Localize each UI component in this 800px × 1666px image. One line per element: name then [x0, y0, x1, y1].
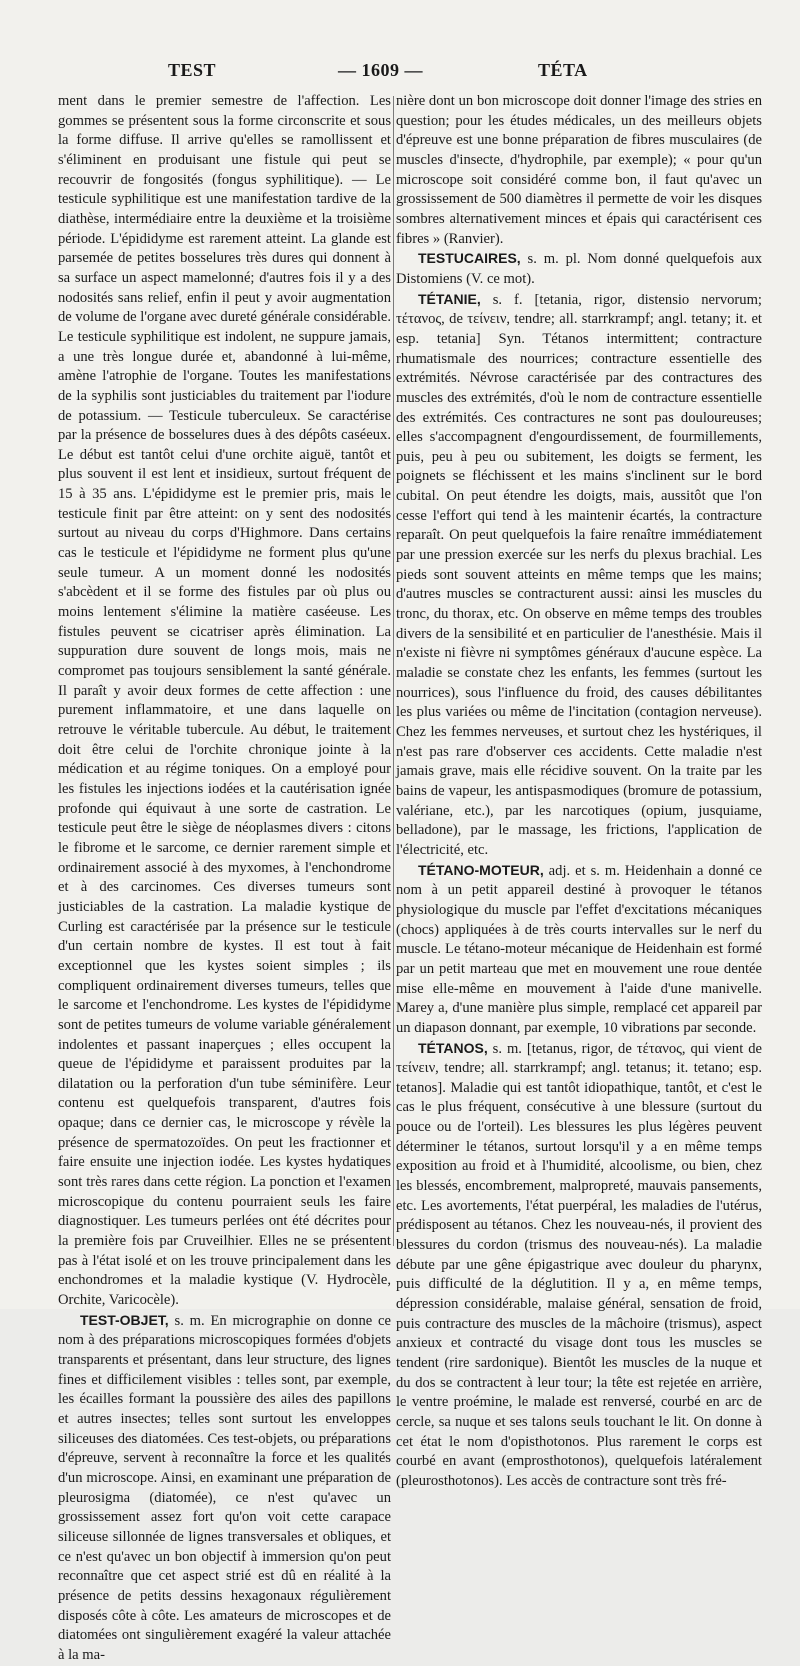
- entry-test-objet: [58, 1311, 391, 1666]
- entry-body: s. m. [tetanus, rigor, de τέτανος, qui vient de τείνειν, tendre; all. starrkrampf; angl. tetanus; it. tetano; esp. tetanos]. Maladie qui est tantôt idiopathique, tantôt, et c'est le cas le plus fréquent, consécutive à une blessure (surtout du pouce ou de l'orteil). Les blessures les plus légères peuvent déterminer le tétanos, surtout lorsqu'il y a en même temps exposition au froid et à l'humidité, alcoolisme, ou bien, chez les blessés, encombrement, malpropreté, mauvais pansements, etc. Les avortements, l'état puerpéral, les maladies de l'utérus, prédisposent au tétanos. Chez les nouveau-nés, il provient des blessures du cordon (trismus des nouveau-nés). La maladie débute par une gêne épigastrique avec douleur du pharynx, puis difficulté de la déglutition. Il y a, en même temps, dépression considérable, malaise général, sensation de froid, puis contracture des muscles de la mâchoire (trismus), aspect anxieux et contracté du visage dont tous les muscles se tendent (rire sardonique). Bientôt les muscles de la nuque et du dos se contractent à leur tour; la tête est rejetée en arrière, le ventre proémine, le malade est renversé, courbé en arc de cercle, sa nuque et ses talons seuls touchant le lit. On donne à cet état le nom d'opisthotonos. Plus rarement le corps est courbé en avant (emprosthotonos), quelquefois latéralement (pleurosthotonos). Les accès de contracture sont très fré-: [396, 1040, 762, 1489]
- right-column: [396, 92, 762, 1489]
- column-divider: [393, 96, 394, 1246]
- header-right-guide-word: TÉTA: [538, 60, 588, 80]
- headword: TÉTANO-MOTEUR,: [418, 861, 544, 878]
- entry-tetano-moteur: [396, 861, 762, 1039]
- entry-body: s. f. [tetania, rigor, distensio nervorum; τέτανος, de τείνειν, tendre; all. starrkrampf; angl. tetany; it. et esp. tetania] Syn. Tétanos intermittent; contracture rhumatismale des nourrices; contracture essentielle des extrémités. Névrose caractérisée par des contractures des muscles des extrémités, d'où le nom de contracture essentielle des extrémités. Ces contractures ne sont pas douloureuses; elles s'accompagnent d'engourdissement, de fourmillements, puis, peu à peu ou subitement, les doigts se ferment, les poignets se fléchissent et les mains s'inclinent sur le bord cubital. On peut étendre les doigts, mais, aussitôt que l'on cesse l'effort qui tend à les maintenir écartés, la contracture reparaît. On peut quelquefois la faire renaître immédiatement par une pression exercée sur les nerfs du plexus brachial. Les pieds sont souvent atteints en même temps que les mains; d'autres muscles se contracturent aussi: ainsi les muscles du tronc, du thorax, etc. On observe en même temps des troubles divers de la sensibilité et en particulier de l'anesthésie. Mais il n'existe ni fièvre ni symptômes généraux d'aucune espèce. La maladie se constate chez les enfants, les femmes (surtout les nourrices), sous l'influence du froid, des causes débilitantes les plus variées ou même de l'incitation (contagion nerveuse). Chez les femmes nerveuses, et surtout chez les hystériques, il n'est pas rare d'observer ces accidents. Cette maladie n'est jamais grave, mais elle récidive souvent. On la traite par les bains de vapeur, les antispasmodiques (bromure de potassium, valériane, etc.), par les narcotiques (opium, jusquiame, belladone), par le massage, les frictions, l'application de l'électricité, etc.: [396, 291, 762, 858]
- page-number: — 1609 —: [338, 60, 423, 80]
- headword: TÉTANIE,: [418, 290, 481, 307]
- entry-tetanos: [396, 1039, 762, 1492]
- entry-body: s. m. En micrographie on donne ce nom à des préparations microscopiques formées d'objets transparents et présentant, dans leur structure, des lignes fines et difficilement visibles : telles sont, par exemple, les écailles formant la poussière des ailes des papillons et autres insectes; telles sont surtout les enveloppes siliceuses des diatomées. Ces test-objets, ou préparations d'épreuve, servent à reconnaître la force et les qualités d'un microscope. Ainsi, en examinant une préparation de pleurosigma (diatomée), ce n'est qu'avec un grossissement assez fort qu'on voit cette carapace siliceuse sillonnée de lignes transversales et obliques, et ce n'est qu'avec un bon objectif à immersion qu'on peut reconnaître que cet aspect strié est dû en réalité à la présence de petits dessins hexagonaux régulièrement disposés côte à côte. Les amateurs de microscopes et de diatomées ont singulièrement exagéré la valeur attachée à la ma-: [58, 1312, 391, 1663]
- entry-continuation: ment dans le premier semestre de l'affection. Les gommes se présentent sous la forme circonscrite et sous la forme diffuse. Il arrive qu'elles se ramollissent et s'éliminent en produisant une fistule qui peut se recouvrir de fongosités (fongus syphilitique). — Le testicule syphilitique est une manifestation tardive de la diathèse, intermédiaire entre la deuxième et la troisième période. L'épididyme est rarement atteint. La glande est parsemée de petites bosselures très dures qui donnent à sa surface un aspect mamelonné; d'autres fois il y a des nodosités sans relief, enfin il peut y avoir augmentation de volume de l'organe avec dureté générale considérable. Le testicule syphilitique est indolent, ne suppure jamais, a une très longue durée et, abandonné à lui-même, amène l'atrophie de l'organe. Toutes les manifestations de la syphilis sont justiciables du traitement par l'iodure de potassium. — Testicule tuberculeux. Se caractérise par la présence de bosselures dues à des dépôts caséeux. Le début est tantôt celui d'une orchite aiguë, tantôt et plus souvent il est lent et insidieux, surtout fréquent de 15 à 35 ans. L'épididyme est le premier pris, mais le testicule finit par être atteint: on y sent des nodosités surtout au niveau du corps d'Highmore. Dans certains cas le testicule et l'épididyme ne forment plus qu'une seule tumeur. A un moment donné les nodosités s'abcèdent et il se forme des fistules par où plus ou moins lentement s'élimine la matière caséeuse. Les fistules peuvent se cicatriser après élimination. La suppuration dure souvent de longs mois, mais ne compromet pas toujours sensiblement la santé générale. Il paraît y avoir deux formes de cette affection : une purement inflammatoire, et une dans laquelle on retrouve le véritable tubercule. Au début, le traitement doit être celui de l'orchite chronique jointe à la médication et au régime toniques. On a employé pour les fistules les injections iodées et la cautérisation ignée profonde qui équivaut à une sorte de castration. Le testicule peut être le siège de néoplasmes divers : citons le fibrome et le sarcome, ce dernier rarement simple et ordinairement associé à des myxomes, à l'enchondrome et à des carcinomes. Ces diverses tumeurs sont justiciables de la castration. La maladie kystique de Curling est caractérisée par la présence sur le testicule d'un certain nombre de kystes. Il est tout à fait exceptionnel que les kystes soient simples ; ils compliquent ordinairement diverses tumeurs, telles que le sarcome et l'enchondrome. Les kystes de l'épididyme sont de petites tumeurs de volume variable généralement indolentes et passant inaperçues ; elles occupent la queue de l'épididyme et paraissent produites par la dilatation ou la perforation d'un tube séminifère. Leur contenu est quelquefois transparent, d'autres fois opaque; dans ce dernier cas, le microscope y révèle la présence de spermatozoïdes. On peut les fractionner et faire ensuite une injection iodée. Les kystes hydatiques sont très rares dans cette région. La ponction et l'examen microscopique du contenu pourraient seuls les faire diagnostiquer. Les tumeurs perlées ont été décrites pour la première fois par Cruveilhier. Elles ne se présentent pas à l'état isolé et on les trouve principalement dans les enchondromes et la maladie kystique (V. Hydrocèle, Orchite, Varicocèle).: [58, 93, 391, 1309]
- entry-tetanie: [396, 290, 762, 861]
- left-column: [58, 92, 391, 1663]
- entry-body: s. m. pl. Nom donné quelquefois aux Distomiens (V. ce mot).: [396, 251, 762, 287]
- entry-body: adj. et s. m. Heidenhain a donné ce nom à un petit appareil destiné à provoquer le tétanos physiologique du muscle par l'effet d'excitations mécaniques (chocs) appliquées à de très courts intervalles sur le nerf du muscle. Le tétano-moteur mécanique de Heidenhain est formé par un petit marteau que met en mouvement une roue dentée mise elle-même en mouvement à l'aide d'une manivelle. Marey a, d'une manière plus simple, remplacé cet appareil par un diapason donnant, par exemple, 10 vibrations par seconde.: [396, 862, 762, 1036]
- entry-continuation: nière dont un bon microscope doit donner l'image des stries en question; pour les études médicales, un des meilleurs objets d'épreuve est une bonne préparation de fibres musculaires (de muscles d'insecte, d'hydrophile, par exemple); « pour qu'un microscope soit considéré comme bon, il faut qu'avec un grossissement de 500 diamètres il permette de voir les disques sombres alternativement minces et épais qui caractérisent ces fibres » (Ranvier).: [396, 93, 762, 247]
- running-header: [60, 60, 770, 88]
- headword: TESTUCAIRES,: [418, 250, 521, 267]
- headword: TÉTANOS,: [418, 1039, 488, 1056]
- headword: TEST-OBJET,: [80, 1311, 169, 1328]
- header-left-guide-word: TEST: [168, 60, 217, 80]
- entry-testucaires: [396, 249, 762, 289]
